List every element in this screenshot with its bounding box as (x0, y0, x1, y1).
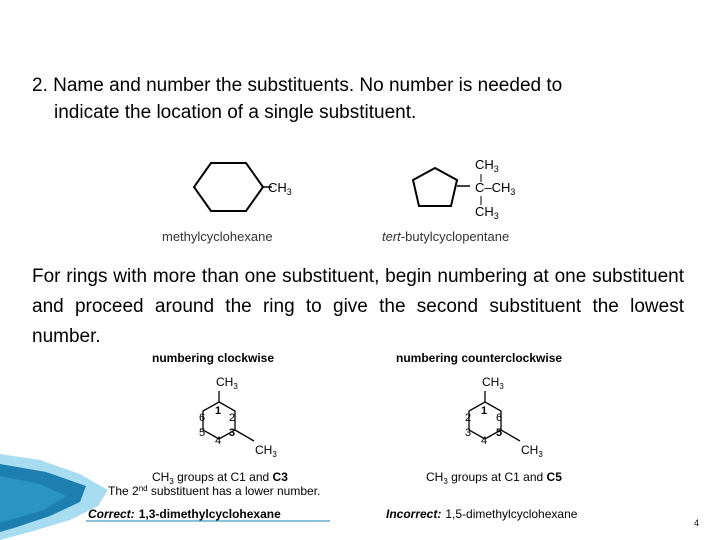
counterclockwise-note-1: $CH_3$ groups at C1 and C5 (426, 470, 562, 486)
tertbutyl-c-group: $C-CH_3$ (475, 180, 516, 197)
clockwise-num-5: 5 (199, 427, 206, 439)
counterclockwise-num-6: 6 (496, 412, 503, 424)
clockwise-bottom-bond (235, 430, 254, 441)
clockwise-ch3-bottom: $CH_3$ (255, 443, 277, 459)
numbering-rule-paragraph: For rings with more than one substituent, begin numbering at one substituent and proceed around the ring to give the second substituent the lowest number. (32, 266, 684, 347)
heading-line-2: indicate the location of a single substituent. (54, 102, 417, 123)
clockwise-num-2: 2 (229, 412, 236, 424)
clockwise-ch3-top: $CH_3$ (216, 375, 238, 391)
counterclockwise-num-1: 1 (481, 405, 488, 417)
incorrect-verdict: Incorrect: 1,5-dimethylcyclohexane (386, 507, 578, 521)
tertbutyl-ch3-bottom: $CH_3$ (475, 204, 499, 221)
counterclockwise-bottom-bond (501, 430, 520, 441)
clockwise-title: numbering clockwise (152, 351, 275, 365)
correct-verdict: Correct: 1,3-dimethylcyclohexane (88, 507, 281, 521)
clockwise-num-6: 6 (199, 412, 206, 424)
counterclockwise-num-5: 5 (496, 427, 503, 439)
counterclockwise-ch3-bottom: $CH_3$ (521, 443, 543, 459)
page-number: 4 (694, 518, 700, 528)
clockwise-num-1: 1 (215, 405, 222, 417)
counterclockwise-num-4: 4 (481, 435, 488, 447)
clockwise-num-3: 3 (229, 427, 236, 439)
clockwise-note-2: The 2nd substituent has a lower number. (108, 484, 321, 498)
tertbutyl-ch3-top: $CH_3$ (475, 157, 499, 174)
clockwise-num-4: 4 (215, 435, 222, 447)
methyl-group-label: $CH_3$ (268, 180, 292, 197)
tertbutylcyclopentane-caption: tert-butylcyclopentane (382, 229, 510, 244)
counterclockwise-title: numbering counterclockwise (396, 351, 563, 365)
counterclockwise-num-3: 3 (465, 427, 472, 439)
clockwise-note-1: $CH_3$ groups at C1 and C3 (152, 470, 288, 486)
decorative-corner-shape (0, 454, 110, 540)
counterclockwise-ch3-top: $CH_3$ (482, 375, 504, 391)
counterclockwise-num-2: 2 (465, 412, 472, 424)
methylcyclohexane-caption: methylcyclohexane (162, 229, 273, 244)
heading-line-1: 2. Name and number the substituents. No number is needed to (32, 75, 563, 96)
